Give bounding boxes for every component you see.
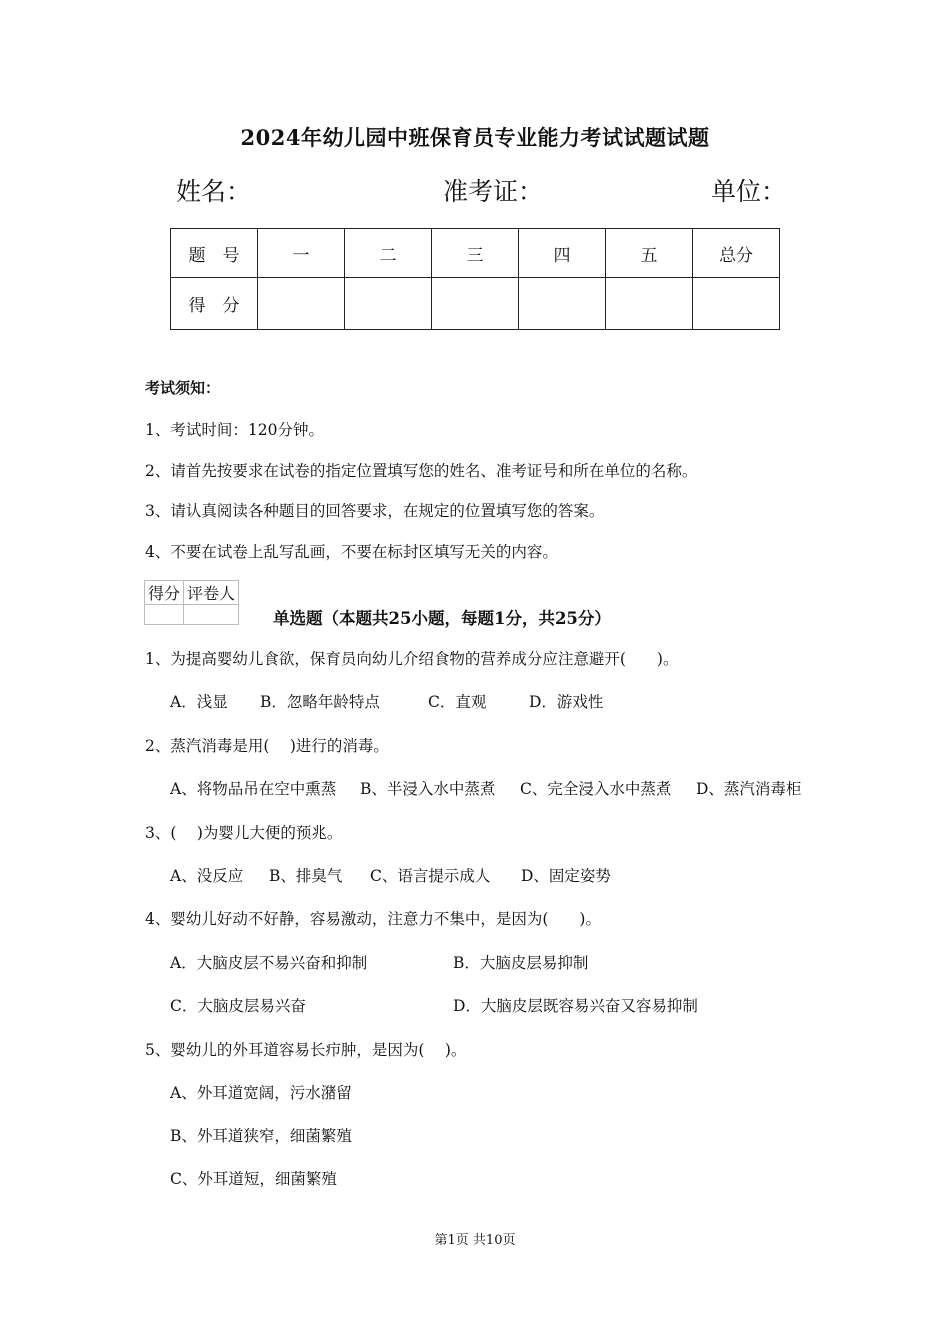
header-cell-total: 总分 [693,229,780,278]
q3-option-c[interactable]: C、语言提示成人 [370,867,491,885]
score-cell-4[interactable] [519,278,606,330]
q3-option-b[interactable]: B、排臭气 [269,867,343,885]
question-5: 5、婴幼儿的外耳道容易长疖肿，是因为( )。 [145,1041,467,1059]
question-3: 3、( )为婴儿大便的预兆。 [145,824,343,842]
score-cell-5[interactable] [606,278,693,330]
score-row-label: 得 分 [171,278,258,330]
q4-option-c[interactable]: C．大脑皮层易兴奋 [170,997,306,1015]
score-cell-1[interactable] [258,278,345,330]
notice-title: 考试须知： [145,379,221,397]
header-cell-1: 一 [258,229,345,278]
score-table-score-row [171,278,780,330]
grader-box [144,580,239,625]
q1-option-c[interactable]: C．直观 [428,693,487,711]
score-cell-total[interactable] [693,278,780,330]
grader-score-cell[interactable] [145,605,184,625]
q5-option-b[interactable]: B、外耳道狭窄，细菌繁殖 [170,1127,352,1145]
score-cell-3[interactable] [432,278,519,330]
grader-score-label: 得分 [145,581,184,605]
grader-name-label: 评卷人 [184,581,239,605]
q4-option-b[interactable]: B．大脑皮层易抑制 [453,954,589,972]
q3-option-a[interactable]: A、没反应 [170,867,244,885]
exam-id-field-label: 准考证： [443,177,544,206]
notice-item: 1、考试时间：120分钟。 [145,421,324,439]
notice-item: 4、不要在试卷上乱写乱画，不要在标封区填写无关的内容。 [145,543,558,561]
q1-option-b[interactable]: B．忽略年龄特点 [260,693,380,711]
q4-option-a[interactable]: A．大脑皮层不易兴奋和抑制 [170,954,368,972]
q2-option-d[interactable]: D、蒸汽消毒柜 [696,780,802,798]
unit-field-label: 单位： [711,177,787,206]
q3-option-d[interactable]: D、固定姿势 [521,867,611,885]
header-cell-4: 四 [519,229,606,278]
header-cell-3: 三 [432,229,519,278]
notice-item: 3、请认真阅读各种题目的回答要求，在规定的位置填写您的答案。 [145,502,605,520]
section-title: 单选题（本题共25小题，每题1分，共25分） [273,609,611,628]
grader-name-cell[interactable] [184,605,239,625]
notice-item: 2、请首先按要求在试卷的指定位置填写您的姓名、准考证号和所在单位的名称。 [145,462,698,480]
page-footer: 第1页 共10页 [434,1233,516,1248]
name-field-label: 姓名： [176,177,252,206]
question-4: 4、婴幼儿好动不好静，容易激动，注意力不集中，是因为( )。 [145,910,601,928]
score-table [170,228,780,330]
q2-option-c[interactable]: C、完全浸入水中蒸煮 [520,780,672,798]
q1-option-d[interactable]: D．游戏性 [529,693,604,711]
header-cell-label: 题 号 [171,229,258,278]
exam-title: 2024年幼儿园中班保育员专业能力考试试题试题 [240,125,710,150]
score-cell-2[interactable] [345,278,432,330]
q4-option-d[interactable]: D．大脑皮层既容易兴奋又容易抑制 [453,997,698,1015]
question-2: 2、蒸汽消毒是用( )进行的消毒。 [145,737,389,755]
header-cell-5: 五 [606,229,693,278]
q5-option-a[interactable]: A、外耳道宽阔，污水潴留 [170,1084,352,1102]
q5-option-c[interactable]: C、外耳道短，细菌繁殖 [170,1170,337,1188]
q1-option-a[interactable]: A．浅显 [170,693,228,711]
q2-option-a[interactable]: A、将物品吊在空中熏蒸 [170,780,337,798]
q2-option-b[interactable]: B、半浸入水中蒸煮 [360,780,496,798]
score-table-header-row [171,229,780,278]
header-cell-2: 二 [345,229,432,278]
question-1: 1、为提高婴幼儿食欲，保育员向幼儿介绍食物的营养成分应注意避开( )。 [145,650,679,668]
